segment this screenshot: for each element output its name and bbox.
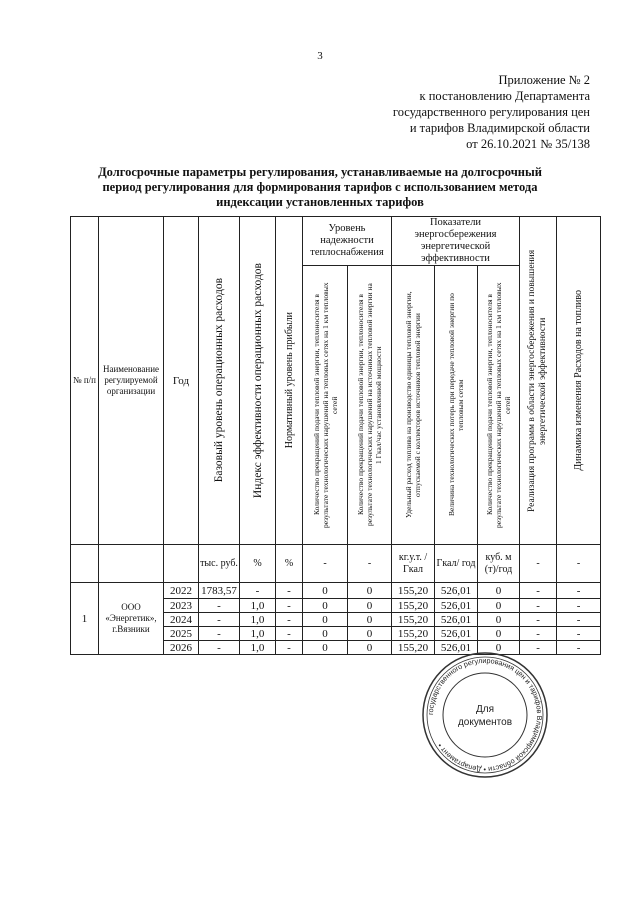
header-reliability-1: Количество прекращений подачи тепловой энергии, теплоносителя в результате технологических нарушений на тепловых сетях на 1 км тепловых сетей bbox=[303, 266, 348, 545]
header-energy-group: Показатели энергосбережения энергетической эффективности bbox=[392, 217, 520, 266]
appendix-line: от 26.10.2021 № 35/138 bbox=[466, 137, 590, 151]
table-cell: - bbox=[276, 613, 303, 627]
appendix-line: к постановлению Департамента bbox=[419, 89, 590, 103]
table-cell: - bbox=[520, 627, 557, 641]
table-cell: 2025 bbox=[164, 627, 199, 641]
table-cell: 0 bbox=[348, 583, 392, 599]
table-cell: 1783,57 bbox=[199, 583, 240, 599]
table-cell: 526,01 bbox=[435, 583, 478, 599]
unit-cell: Гкал/ год bbox=[435, 545, 478, 583]
table-cell: - bbox=[557, 613, 601, 627]
table-cell: - bbox=[520, 641, 557, 655]
units-row bbox=[71, 545, 601, 583]
header-year: Год bbox=[164, 217, 199, 545]
header-reliability-group: Уровень надежности теплоснабжения bbox=[303, 217, 392, 266]
table-cell: 155,20 bbox=[392, 599, 435, 613]
appendix-block bbox=[330, 72, 590, 152]
table-cell: 2024 bbox=[164, 613, 199, 627]
table-cell: - bbox=[240, 583, 276, 599]
unit-cell: - bbox=[520, 545, 557, 583]
table-cell: - bbox=[276, 599, 303, 613]
page-number: 3 bbox=[317, 50, 323, 62]
appendix-line: государственного регулирования цен bbox=[392, 105, 590, 119]
unit-cell: кг.у.т. /Гкал bbox=[392, 545, 435, 583]
table-cell: - bbox=[199, 641, 240, 655]
table-cell: - bbox=[520, 599, 557, 613]
seal-center-line: документов bbox=[457, 717, 513, 728]
header-num: № п/п bbox=[71, 217, 99, 545]
official-seal bbox=[420, 650, 550, 780]
table-cell: 155,20 bbox=[392, 641, 435, 655]
header-efficiency-index: Индекс эффективности операционных расходов bbox=[240, 217, 276, 545]
table-cell: 526,01 bbox=[435, 613, 478, 627]
header-organization: Наименование регулируемой организации bbox=[99, 217, 164, 545]
header-reliability-2: Количество прекращений подачи тепловой энергии, теплоносителя в результате технологических нарушений на источниках тепловой энергии на 1 Гкал/час установленной мощности bbox=[348, 266, 392, 545]
table-cell: - bbox=[557, 627, 601, 641]
header-energy-3: Количество прекращений подачи тепловой энергии, теплоносителя в результате технологических нарушений на тепловых сетях на 1 км тепловых сетей bbox=[478, 266, 520, 545]
unit-cell: % bbox=[240, 545, 276, 583]
row-number: 1 bbox=[71, 583, 99, 655]
seal-center-line: Для bbox=[475, 704, 495, 715]
parameters-table bbox=[70, 216, 601, 655]
table-cell: - bbox=[520, 583, 557, 599]
table-row bbox=[71, 583, 601, 599]
organization-name: ООО «Энергетик», г.Вязники bbox=[99, 583, 164, 655]
table-cell: 2026 bbox=[164, 641, 199, 655]
table-cell: - bbox=[276, 627, 303, 641]
table-cell: 0 bbox=[478, 627, 520, 641]
table-cell: 0 bbox=[303, 613, 348, 627]
table-cell: - bbox=[520, 613, 557, 627]
seal-ring-text: государственного регулирования цен и тарифов Владимирской области • Департамент • bbox=[425, 655, 545, 775]
document-title: Долгосрочные параметры регулирования, устанавливаемые на долгосрочный период регулирования для формирования тарифов с использованием метода индексации установленных тарифов bbox=[98, 165, 542, 209]
unit-cell: куб. м (т)/год bbox=[478, 545, 520, 583]
table-cell: 1,0 bbox=[240, 599, 276, 613]
table-cell: 0 bbox=[478, 599, 520, 613]
table-cell: - bbox=[199, 613, 240, 627]
table-cell: 155,20 bbox=[392, 613, 435, 627]
table-cell: 526,01 bbox=[435, 627, 478, 641]
table-cell: - bbox=[199, 599, 240, 613]
table-cell: - bbox=[557, 583, 601, 599]
table-cell: - bbox=[199, 627, 240, 641]
table-cell: 0 bbox=[348, 613, 392, 627]
table-cell: 0 bbox=[303, 583, 348, 599]
header-profit: Нормативный уровень прибыли bbox=[276, 217, 303, 545]
table-cell: 155,20 bbox=[392, 627, 435, 641]
appendix-line: и тарифов Владимирской области bbox=[409, 121, 590, 135]
table-cell: - bbox=[557, 641, 601, 655]
unit-cell: - bbox=[557, 545, 601, 583]
table-cell: 0 bbox=[303, 599, 348, 613]
table-cell: 0 bbox=[478, 583, 520, 599]
table-cell: - bbox=[557, 599, 601, 613]
table-cell: 1,0 bbox=[240, 627, 276, 641]
table-cell: 526,01 bbox=[435, 641, 478, 655]
header-fuel: Динамика изменения Расходов на топливо bbox=[557, 217, 601, 545]
table-cell: 155,20 bbox=[392, 583, 435, 599]
table-cell: 0 bbox=[303, 641, 348, 655]
table-cell: - bbox=[276, 641, 303, 655]
appendix-line: Приложение № 2 bbox=[498, 73, 590, 87]
header-programs: Реализация программ в области энергосбережения и повышения энергетической эффективности bbox=[520, 217, 557, 545]
unit-cell: - bbox=[348, 545, 392, 583]
unit-cell: тыс. руб. bbox=[199, 545, 240, 583]
table-cell: 1,0 bbox=[240, 613, 276, 627]
table-cell: 0 bbox=[478, 613, 520, 627]
table-cell: - bbox=[276, 583, 303, 599]
table-cell: 0 bbox=[478, 641, 520, 655]
unit-cell: - bbox=[303, 545, 348, 583]
table-cell: 2023 bbox=[164, 599, 199, 613]
table-cell: 526,01 bbox=[435, 599, 478, 613]
header-energy-1: Удельный расход топлива на производство единицы тепловой энергии, отпускаемой с коллекторов источников тепловой энергии bbox=[392, 266, 435, 545]
table-cell: 1,0 bbox=[240, 641, 276, 655]
table-cell: 0 bbox=[348, 641, 392, 655]
table-cell: 2022 bbox=[164, 583, 199, 599]
unit-cell: % bbox=[276, 545, 303, 583]
header-energy-2: Величина технологических потерь при передаче тепловой энергии по тепловым сетям bbox=[435, 266, 478, 545]
header-base-costs: Базовый уровень операционных расходов bbox=[199, 217, 240, 545]
table-cell: 0 bbox=[303, 627, 348, 641]
table-cell: 0 bbox=[348, 599, 392, 613]
table-cell: 0 bbox=[348, 627, 392, 641]
